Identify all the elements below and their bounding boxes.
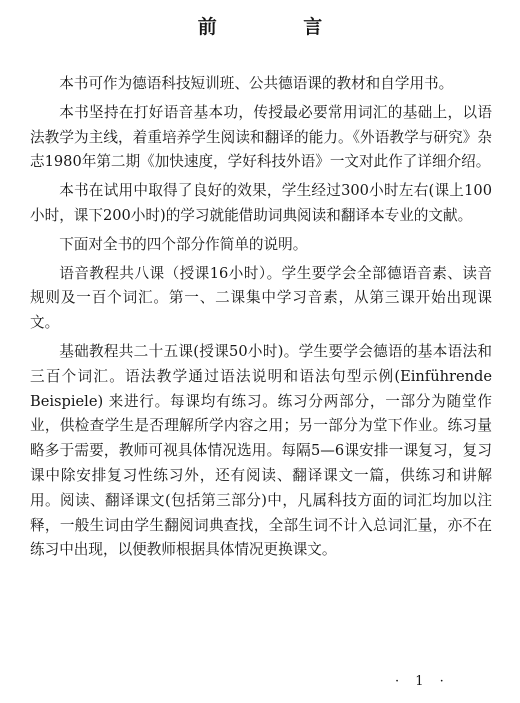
paragraph-6: 基础教程共二十五课(授课50小时)。学生要学会德语的基本语法和三百个词汇。语法教学通过语法说明和语法句型示例(Einführende Beispiele) 来进行。每课均有练习。练习分两部分，一部分为随堂作业，供检查学生是否理解所学内容之用；另一部分为堂下作业。练习量略多于需要，教师可视具体情况选用。每隔5—6课安排一课复习，复习课中除安排复习性练习外，还有阅读、翻译课文一篇，供练习和讲解用。阅读、翻译课文(包括第三部分)中，凡属科技方面的词汇均加以注释，一般生词由学生翻阅词典查找，全部生词不计入总词汇量，亦不在练习中出现，以便教师根据具体情况更换课文。 (30, 342, 492, 559)
page-title: 前 言 (197, 16, 363, 38)
preface-body (30, 72, 492, 563)
paragraph-2: 本书坚持在打好语音基本功，传授最必要常用词汇的基础上，以语法教学为主线，着重培养学生阅读和翻译的能力。《外语教学与研究》杂志1980年第二期《加快速度，学好科技外语》一文对此作了详细介绍。 (30, 103, 492, 171)
page-number: · 1 · (395, 674, 450, 689)
paragraph-5: 语音教程共八课（授课16小时）。学生要学会全部德语音素、读音规则及一百个词汇。第一、二课集中学习音素，从第三课开始出现课文。 (30, 264, 492, 332)
paragraph-3: 本书在试用中取得了良好的效果，学生经过300小时左右(课上100小时，课下200小时)的学习就能借助词典阅读和翻译本专业的文献。 (30, 182, 492, 224)
paragraph-1: 本书可作为德语科技短训班、公共德语课的教材和自学用书。 (59, 75, 454, 92)
paragraph-4: 下面对全书的四个部分作简单的说明。 (59, 235, 308, 253)
